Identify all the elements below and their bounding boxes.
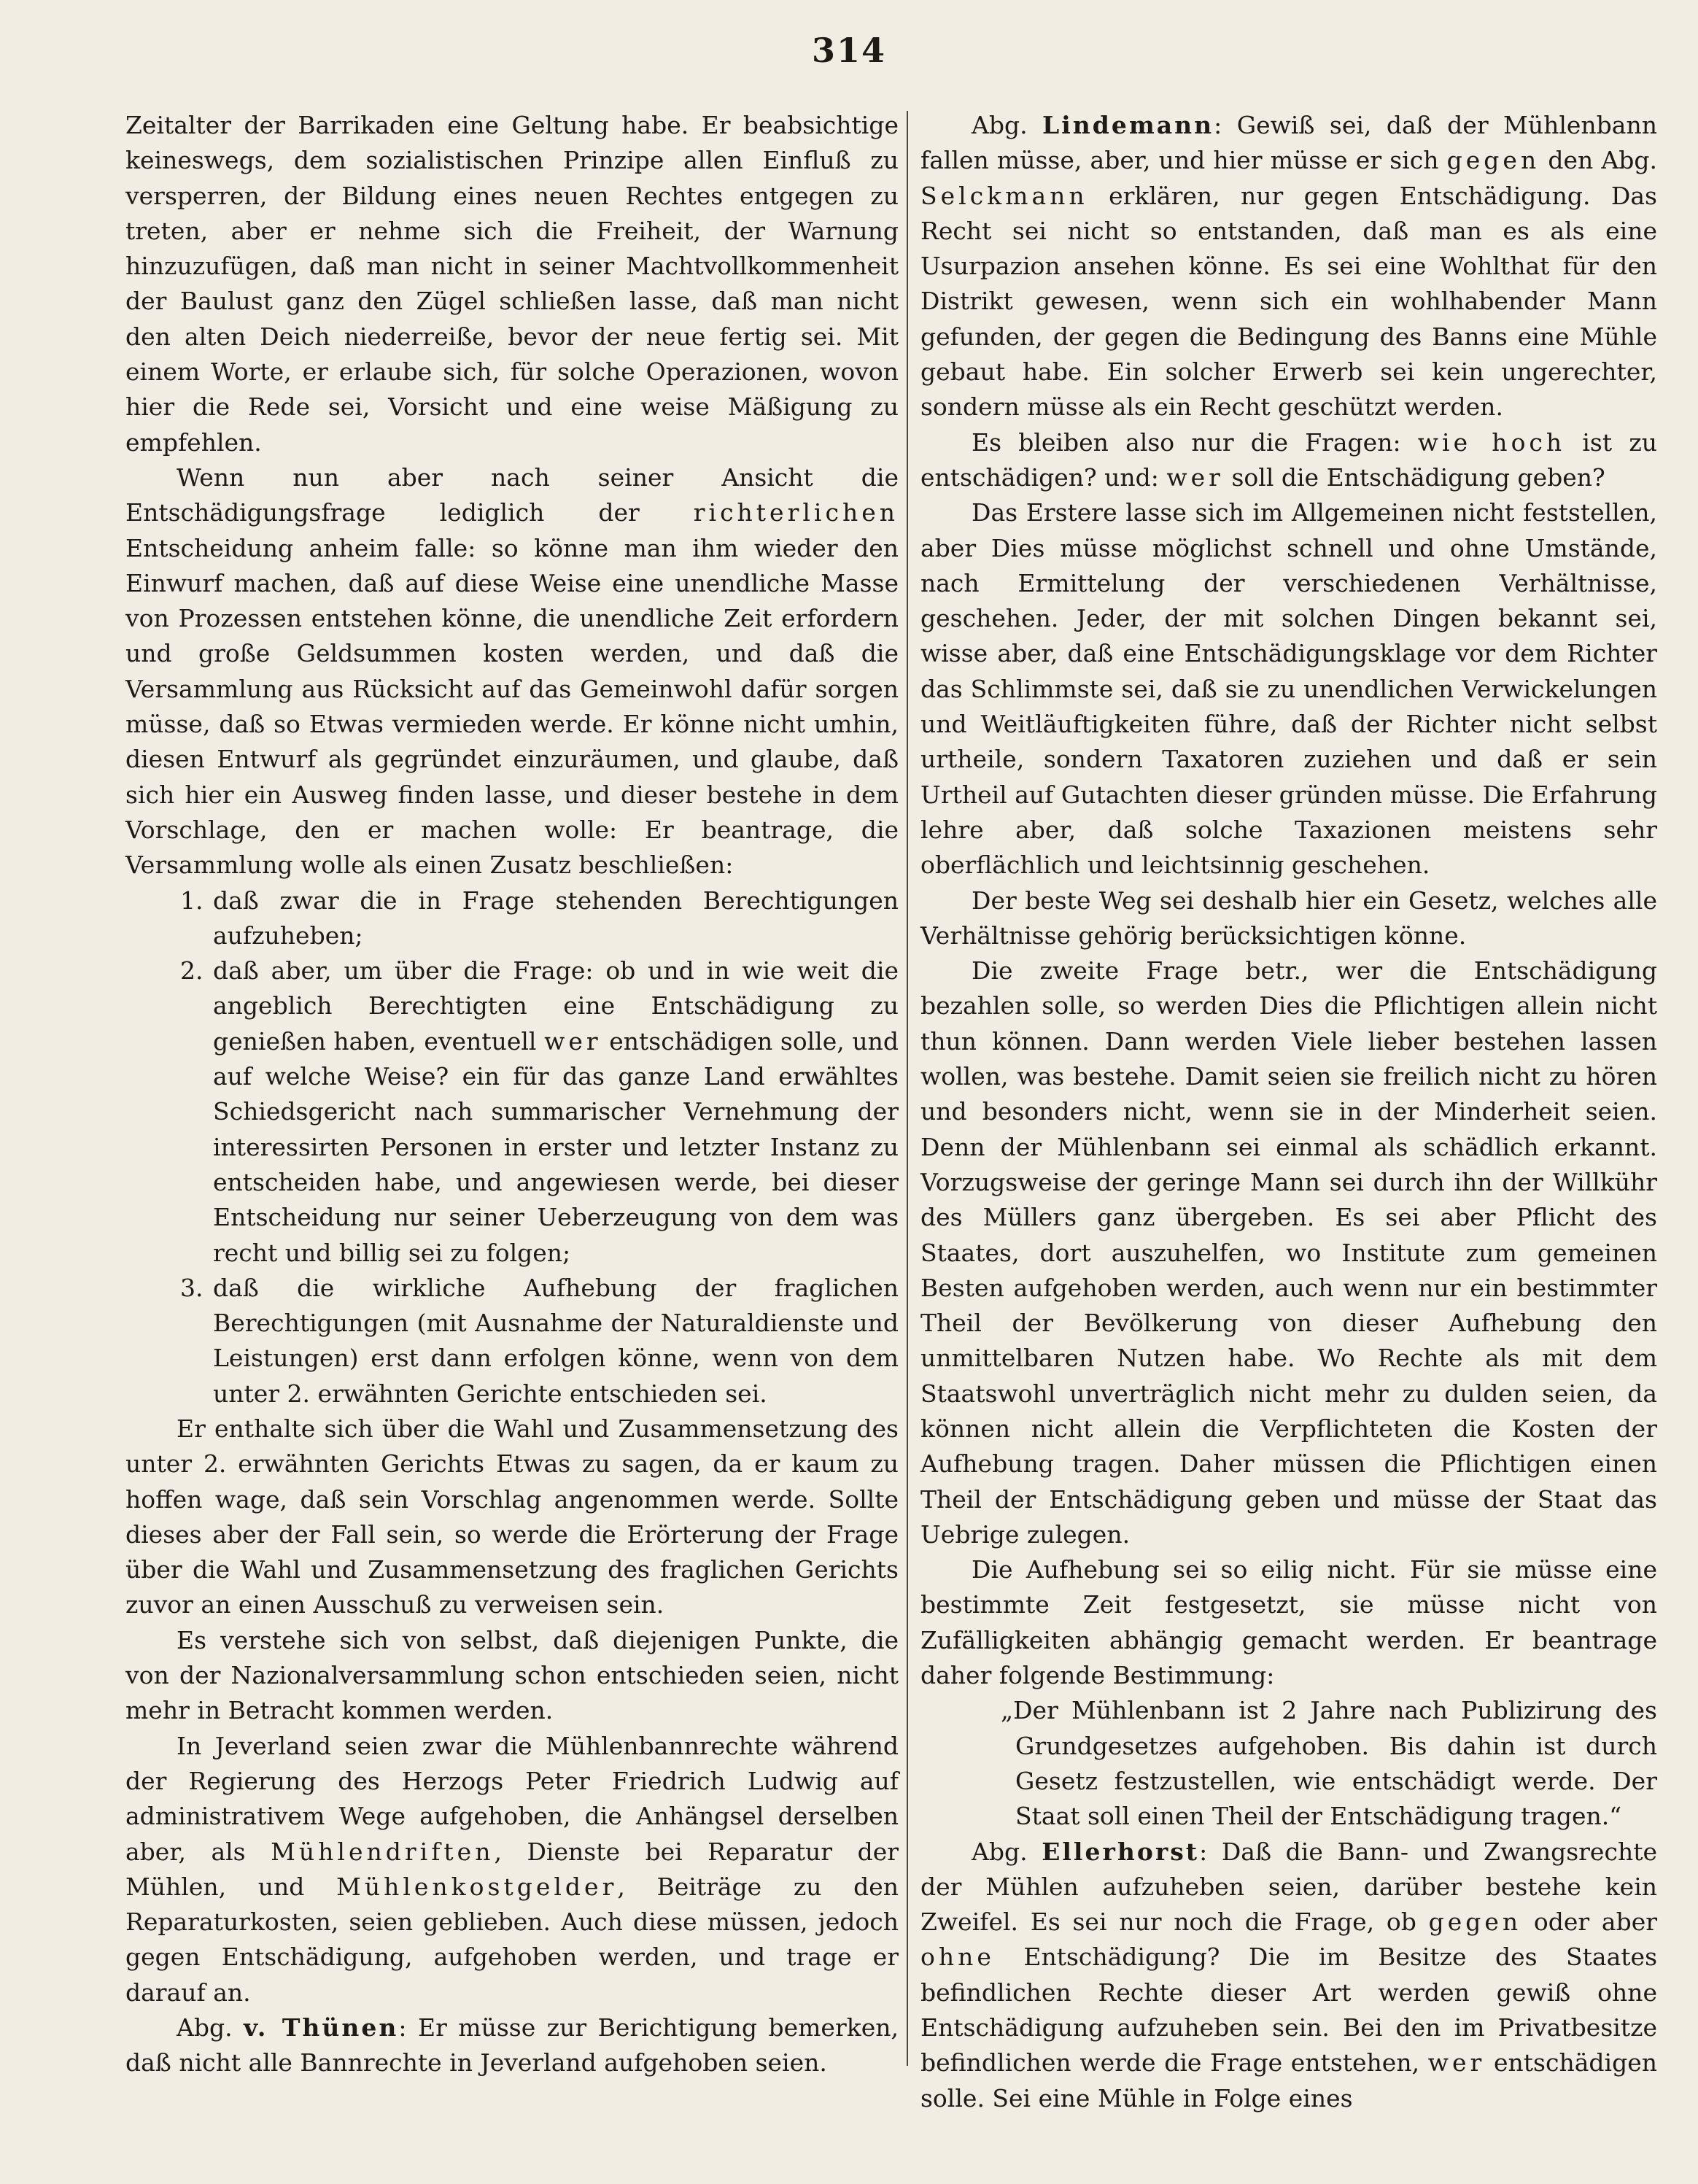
text-run: Entschädigung? Die im Besitze des Staates befindlichen Rechte dieser Art werden gewiß ohne Entschädigung aufzuheben sein. Bei den im Privatbesitze befindlichen werde die Frage entstehen, bbox=[920, 1943, 1658, 2077]
text-run: soll die Entschädigung geben? bbox=[1231, 462, 1605, 492]
text-run: Entscheidung anheim falle: so könne man ihm wieder den Einwurf machen, daß auf diese Weise eine unendliche Masse von Prozessen entstehen könne, die unendliche Zeit erfordern und große Geldsummen kosten werden, und daß die Versammlung aus Rücksicht auf das Gemeinwohl dafür sorgen müsse, daß so Etwas vermieden werde. Er könne nicht umhin, diesen Entwurf als gegründet einzuräumen, und glaube, daß sich hier ein Ausweg finden lasse, und dieser bestehe in dem Vorschlage, den er machen wolle: Er beantrage, die Versammlung wolle als einen Zusatz beschließen: bbox=[125, 533, 899, 880]
left-column bbox=[125, 108, 899, 2081]
paragraph bbox=[920, 425, 1657, 496]
emphasis-text: gegen bbox=[1428, 1908, 1522, 1937]
emphasis-text: Mühlenkostgelder bbox=[336, 1872, 618, 1901]
text-run: Es bleiben also nur die Fragen: bbox=[972, 427, 1401, 457]
text-run: : Er müsse zur Berichtigung bemerken, daß nicht alle Bannrechte in Jeverland aufgehoben seien. bbox=[125, 2013, 899, 2077]
paragraph bbox=[125, 460, 899, 883]
text-run: , Dienste bei Reparatur der Mühlen, und bbox=[125, 1837, 899, 1901]
emphasis-text: Mühlendriften bbox=[271, 1837, 495, 1866]
emphasis-text: wer bbox=[544, 1026, 602, 1056]
text-run: Wenn nun aber nach seiner Ansicht die Entschädigungsfrage lediglich der bbox=[125, 462, 899, 527]
paragraph bbox=[920, 108, 1657, 425]
paragraph bbox=[920, 1835, 1657, 2116]
paragraph: Zeitalter der Barrikaden eine Geltung habe. Er beabsichtige keineswegs, dem sozialistischen Prinzipe allen Einfluß zu versperren, der Bildung eines neuen Rechtes entgegen zu treten, aber er nehme sich die Freiheit, der Warnung hinzuzufügen, daß man nicht in seiner Machtvollkommenheit der Baulust ganz den Zügel schließen lasse, daß man nicht den alten Deich niederreiße, bevor der neue fertig sei. Mit einem Worte, er erlaube sich, für solche Operazionen, wovon hier die Rede sei, Vorsicht und eine weise Mäßigung zu empfehlen. bbox=[125, 111, 899, 457]
emphasis-text: richterlichen bbox=[693, 498, 899, 527]
emphasis-text: Selckmann bbox=[920, 181, 1088, 210]
list-item bbox=[125, 1271, 899, 1412]
emphasis-text: wie hoch bbox=[1417, 427, 1566, 457]
paragraph: Das Erstere lasse sich im Allgemeinen nicht feststellen, aber Dies müsse möglichst schnell und ohne Umstände, nach Ermittelung der verschiedenen Verhältnisse, geschehen. Jeder, der mit solchen Dingen bekannt sei, wisse aber, daß eine Entschädigungsklage vor dem Richter das Schlimmste sei, daß sie zu unendlichen Verwickelungen und Weitläuftigkeiten führe, daß der Richter nicht selbst urtheile, sondern Taxatoren zuziehen und daß er sein Urtheil auf Gutachten dieser gründen müsse. Die Erfahrung lehre aber, daß solche Taxazionen meistens sehr oberflächlich und leichtsinnig geschehen. bbox=[920, 498, 1657, 880]
list-text: daß zwar die in Frage stehenden Berechtigungen aufzuheben; bbox=[213, 886, 899, 950]
list-number: 1. bbox=[180, 886, 203, 915]
right-column bbox=[920, 108, 1657, 2116]
text-run: den Abg. bbox=[1548, 146, 1657, 175]
list-item bbox=[125, 953, 899, 1271]
paragraph: Die Aufhebung sei so eilig nicht. Für sie müsse eine bestimmte Zeit festgesetzt, sie müsse nicht von Zufälligkeiten abhängig gemacht werden. Er beantrage daher folgende Bestimmung: bbox=[920, 1555, 1657, 1690]
speaker-prefix: Abg. bbox=[972, 1837, 1028, 1866]
paragraph bbox=[125, 1729, 899, 2010]
list-text: daß die wirkliche Aufhebung der fraglichen Berechtigungen (mit Ausnahme der Naturaldienste und Leistungen) erst dann erfolgen könne, wenn von dem unter 2. erwähnten Gerichte entschieden sei. bbox=[213, 1273, 899, 1408]
emphasis-text: wer bbox=[1427, 2048, 1486, 2077]
list-item bbox=[125, 883, 899, 954]
paragraph: Die zweite Frage betr., wer die Entschädigung bezahlen solle, so werden Dies die Pflichtigen allein nicht thun können. Dann werden Viele lieber bestehen lassen wollen, was bestehe. Damit seien sie freilich nicht zu hören und besonders nicht, wenn sie in der Minderheit seien. Denn der Mühlenbann sei einmal als schädlich erkannt. Vorzugsweise der geringe Mann sei durch ihn der Willkühr des Müllers ganz übergeben. Es sei aber Pflicht des Staates, dort auszuhelfen, wo Institute zum gemeinen Besten aufgehoben werden, auch wenn nur ein bestimmter Theil der Bevölkerung von dieser Aufhebung den unmittelbaren Nutzen habe. Wo Rechte als mit dem Staatswohl unverträglich nicht mehr zu dulden seien, da können nicht allein die Verpflichteten die Kosten der Aufhebung tragen. Daher müssen die Pflichtigen einen Theil der Entschädigung geben und müsse der Staat das Uebrige zulegen. bbox=[920, 956, 1657, 1549]
speaker-prefix: Abg. bbox=[177, 2013, 233, 2042]
emphasis-text: ohne bbox=[920, 1943, 995, 1972]
speaker-name: Lindemann bbox=[1042, 111, 1214, 139]
emphasis-text: wer bbox=[1166, 462, 1224, 492]
text-run: erklären, nur gegen Entschädigung. Das Recht sei nicht so entstanden, daß man es als eine Usurpazion ansehen könne. Es sei eine Wohlthat für den Distrikt gewesen, wenn sich ein wohlhabender Mann gefunden, der gegen die Bedingung des Banns eine Mühle gebaut habe. Ein solcher Erwerb sei kein ungerechter, sondern müsse als ein Recht geschützt werden. bbox=[920, 181, 1657, 422]
list-number: 2. bbox=[180, 956, 203, 985]
text-run: oder aber bbox=[1533, 1908, 1657, 1937]
list-text: daß aber, um über die Frage: ob und in wie weit die angeblich Berechtigten eine Entschädigung zu genießen haben, eventuell bbox=[213, 956, 899, 1056]
speaker-name: Ellerhorst bbox=[1042, 1837, 1200, 1866]
motion-list bbox=[125, 883, 899, 1412]
text-run: : Gewiß sei, daß der Mühlenbann fallen müsse, aber, und hier müsse er sich bbox=[920, 111, 1657, 175]
text-run: In Jeverland seien zwar die Mühlenbannrechte während der Regierung des Herzogs Peter Friedrich Ludwig auf administrativem Wege aufgehoben, die Anhängsel derselben aber, als bbox=[125, 1731, 899, 1866]
page-number: 314 bbox=[811, 31, 887, 70]
text-run: ist zu entschädigen? und: bbox=[920, 427, 1657, 492]
list-text: entschädigen solle, und auf welche Weise? ein für das ganze Land erwähltes Schiedsgericht nach summarischer Vernehmung der interessirten Personen in erster und letzter Instanz zu entscheiden habe, und angewiesen werde, bei dieser Entscheidung nur seiner Ueberzeugung von dem was recht und billig sei zu folgen; bbox=[213, 1026, 899, 1267]
text-run: , Beiträge zu den Reparaturkosten, seien geblieben. Auch diese müssen, jedoch gegen Entschädigung, aufgehoben werden, und trage er darauf an. bbox=[125, 1872, 899, 2007]
quoted-motion: „Der Mühlenbann ist 2 Jahre nach Publizirung des Grundgesetzes aufgehoben. Bis dahin ist durch Gesetz festzustellen, wie entschädigt werde. Der Staat soll einen Theil der Entschädigung tragen.“ bbox=[1001, 1696, 1657, 1831]
speaker-prefix: Abg. bbox=[972, 111, 1028, 139]
paragraph bbox=[125, 2010, 899, 2081]
text-run: entschädigen solle. Sei eine Mühle in Folge eines bbox=[920, 2048, 1657, 2113]
paragraph: Er enthalte sich über die Wahl und Zusammensetzung des unter 2. erwähnten Gerichts Etwas zu sagen, da er kaum zu hoffen wage, daß sein Vorschlag angenommen werde. Sollte dieses aber der Fall sein, so werde die Erörterung der Frage über die Wahl und Zusammensetzung des fraglichen Gerichts zuvor an einen Ausschuß zu verweisen sein. bbox=[125, 1414, 899, 1619]
text-run: : Daß die Bann- und Zwangsrechte der Mühlen aufzuheben seien, darüber bestehe kein Zweifel. Es sei nur noch die Frage, ob bbox=[920, 1837, 1657, 1937]
emphasis-text: gegen bbox=[1446, 146, 1540, 175]
paragraph: Der beste Weg sei deshalb hier ein Gesetz, welches alle Verhältnisse gehörig berücksichtigen könne. bbox=[920, 886, 1657, 950]
column-divider bbox=[907, 111, 908, 2066]
speaker-name: v. Thünen bbox=[244, 2013, 399, 2042]
paragraph: Es verstehe sich von selbst, daß diejenigen Punkte, die von der Nazionalversammlung schon entschieden seien, nicht mehr in Betracht kommen werden. bbox=[125, 1625, 899, 1725]
list-number: 3. bbox=[180, 1273, 203, 1302]
